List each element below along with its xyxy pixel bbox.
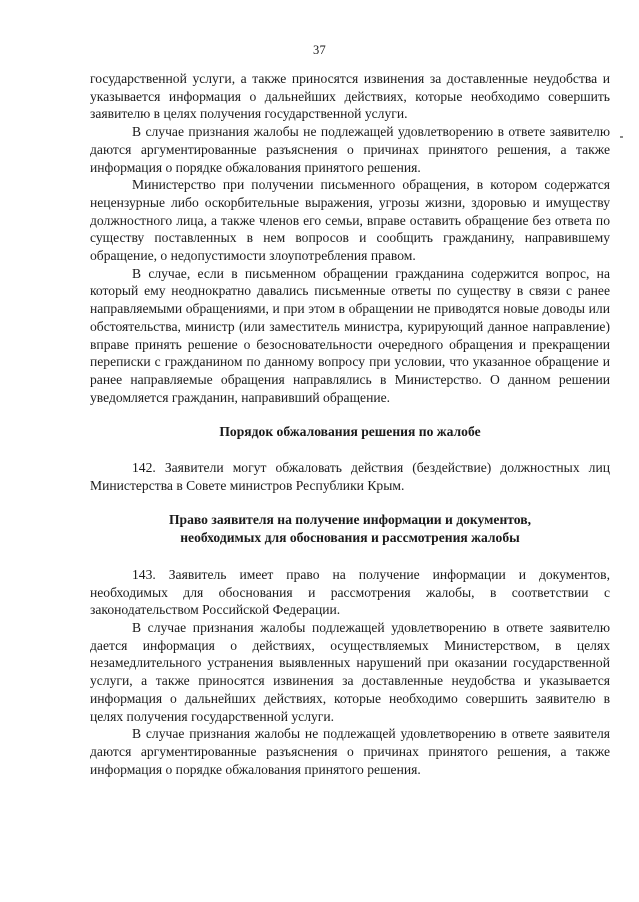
- heading-line-1: Право заявителя на получение информации и документов,: [168, 512, 531, 528]
- section-heading-right-to-information: [90, 511, 610, 546]
- section-heading-appeal-procedure: Порядок обжалования решения по жалобе: [219, 424, 481, 440]
- paragraph-142: 142. Заявители могут обжаловать действия (бездействие) должностных лиц Министерства в Совете министров Республики Крым.: [90, 460, 610, 493]
- paragraph-repeated-appeal: В случае, если в письменном обращении гражданина содержится вопрос, на который ему неоднократно давались письменные ответы по существу в связи с ранее направляемыми обращениями, и при этом в обращении не приводятся новые доводы или обстоятельства, министр (или заместитель министра, курирующий данное направление) вправе принять решение о безосновательности очередного обращения и прекращении переписки с гражданином по данному вопросу при условии, что указанное обращение и ранее направляемые обращения направлялись в Министерство. О данном решении уведомляется гражданин, направивший обращение.: [90, 265, 610, 405]
- heading-line-2: необходимых для обоснования и рассмотрения жалобы: [180, 530, 520, 546]
- paragraph-complaint-satisfied: В случае признания жалобы подлежащей удовлетворению в ответе заявителю дается информация о действиях, осуществляемых Министерством, в целях незамедлительного устранения выявленных нарушений при оказании государственной услуги, а также приносятся извинения за доставленные неудобства и указывается информация о дальнейших действиях, которые необходимо совершить заявителю в целях получения государственной услуги.: [90, 619, 610, 724]
- document-body: [90, 70, 610, 778]
- scan-mark: [620, 136, 623, 138]
- paragraph-continuation: государственной услуги, а также приносятся извинения за доставленные неудобства и указывается информация о дальнейших действиях, которые необходимо совершить заявителю в целях получения государственной услуги.: [90, 71, 610, 122]
- paragraph-complaint-not-satisfied: В случае признания жалобы не подлежащей удовлетворению в ответе заявителя даются аргументированные разъяснения о причинах принятого решения, а также информация о порядке обжалования принятого решения.: [90, 726, 610, 777]
- paragraph-offensive-appeal: Министерство при получении письменного обращения, в котором содержатся нецензурные либо оскорбительные выражения, угрозы жизни, здоровью и имуществу должностного лица, а также членов его семьи, вправе оставить обращение без ответа по существу поставленных в нем вопросов и сообщить гражданину, направившему обращение, о недопустимости злоупотребления правом.: [90, 177, 610, 264]
- paragraph-complaint-rejected: В случае признания жалобы не подлежащей удовлетворению в ответе заявителю даются аргументированные разъяснения о причинах принятого решения, а также информация о порядке обжалования принятого решения.: [90, 124, 610, 175]
- page-number: 37: [313, 43, 326, 57]
- paragraph-143: 143. Заявитель имеет право на получение информации и документов, необходимых для обоснования и рассмотрения жалобы, в соответствии с законодательством Российской Федерации.: [90, 566, 610, 618]
